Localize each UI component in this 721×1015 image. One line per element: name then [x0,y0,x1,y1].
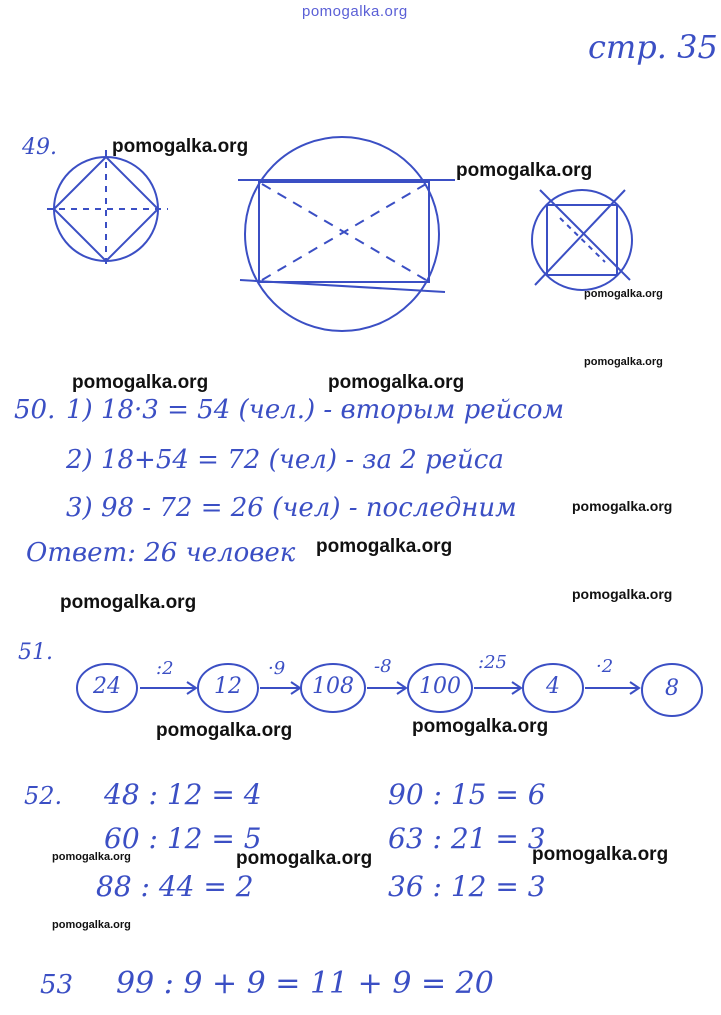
chain-node-6-label: 8 [665,676,679,701]
task52-right-1: 90 : 15 = 6 [388,778,546,811]
task52-right-3: 36 : 12 = 3 [388,870,546,903]
chain-node-1-label: 24 [93,674,121,699]
task52-left-1: 48 : 12 = 4 [104,778,262,811]
chain-op-4: :25 [478,652,507,673]
task50-answer: Ответ: 26 человек [26,538,296,568]
watermark: pomogalka.org [236,848,373,869]
watermark: pomogalka.org [112,136,249,157]
watermark: pomogalka.org [72,372,209,393]
watermark: pomogalka.org [328,372,465,393]
task52-left-3: 88 : 44 = 2 [96,870,254,903]
task50-step-2: 2) 18+54 = 72 (чел) - за 2 рейса [66,445,504,475]
watermark: pomogalka.org [572,498,673,514]
task51-number: 51. [18,640,53,665]
task53-expression: 99 : 9 + 9 = 11 + 9 = 20 [116,966,494,1001]
watermark: pomogalka.org [584,356,663,368]
task52-left-2: 60 : 12 = 5 [104,822,262,855]
site-header: pomogalka.org [302,3,408,20]
watermark: pomogalka.org [60,592,197,613]
watermark: pomogalka.org [52,851,131,863]
chain-op-3: -8 [374,656,392,677]
chain-node-4-label: 100 [419,674,461,699]
task49-number: 49. [22,135,57,160]
task53-number: 53 [40,970,74,1000]
watermark: pomogalka.org [456,160,593,181]
task50-number: 50. [14,395,56,425]
task50-step-3: 3) 98 - 72 = 26 (чел) - последним [66,493,517,523]
watermark: pomogalka.org [156,720,293,741]
watermark: pomogalka.org [52,919,131,931]
watermark: pomogalka.org [412,716,549,737]
watermark: pomogalka.org [316,536,453,557]
chain-op-5: ·2 [596,656,614,677]
task50-step-1: 1) 18·3 = 54 (чел.) - вторым рейсом [66,395,565,425]
chain-node-3-label: 108 [312,674,354,699]
watermark: pomogalka.org [572,586,673,602]
page-label: стр. 35 [588,28,718,66]
task52-number: 52. [24,782,63,810]
task52-right-2: 63 : 21 = 3 [388,822,546,855]
chain-op-1: :2 [156,658,174,679]
watermark: pomogalka.org [584,288,663,300]
chain-node-2-label: 12 [214,674,242,699]
chain-node-5-label: 4 [546,674,560,699]
chain-op-2: ·9 [268,658,286,679]
watermark: pomogalka.org [532,844,669,865]
